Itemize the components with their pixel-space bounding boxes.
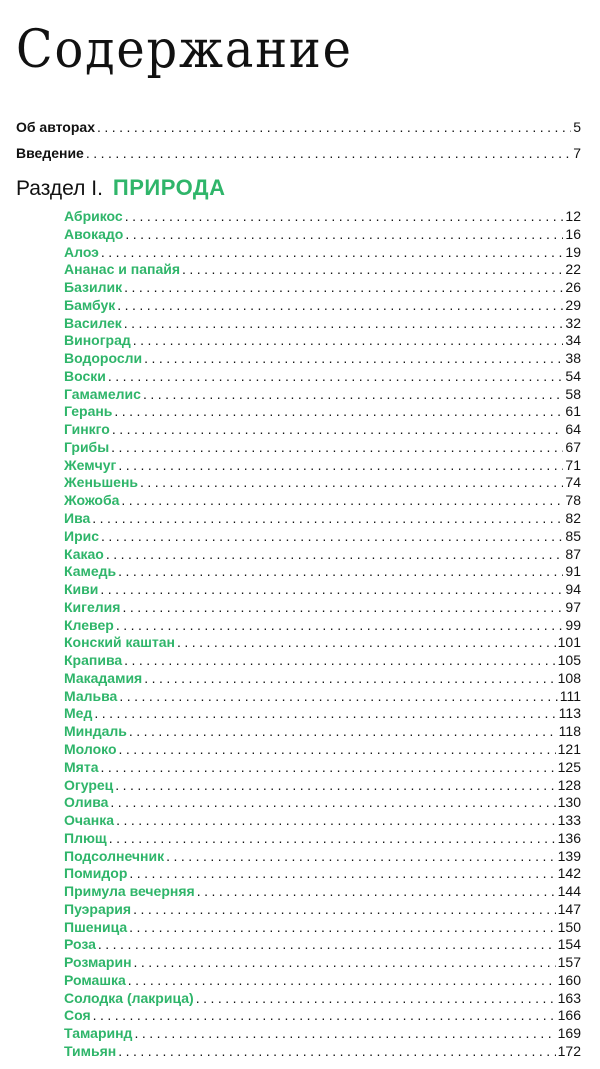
dot-leader	[133, 332, 564, 350]
toc-entry-label: Крапива	[64, 652, 123, 669]
toc-entry-label: Пуэрария	[64, 900, 132, 917]
toc-entry-label: Введение	[16, 145, 84, 161]
dot-leader	[197, 883, 556, 901]
toc-entry-page: 113	[558, 705, 581, 722]
dot-leader	[110, 794, 555, 812]
toc-entry[interactable]	[64, 936, 581, 954]
toc-entry-page: 154	[557, 936, 581, 953]
toc-entry[interactable]	[64, 865, 581, 883]
toc-entry-label: Розмарин	[64, 954, 132, 971]
toc-entry-page: 32	[565, 314, 581, 331]
dot-leader	[112, 421, 564, 439]
toc-entry-page: 163	[557, 989, 581, 1006]
dot-leader	[144, 670, 555, 688]
toc-entry[interactable]	[64, 794, 581, 812]
toc-entry-label: Женьшень	[64, 474, 139, 491]
toc-entry-page: 128	[557, 776, 581, 793]
toc-entry-label: Примула вечерняя	[64, 883, 195, 900]
toc-entry-page: 136	[557, 829, 581, 846]
toc-entry-page: 118	[558, 723, 581, 740]
toc-entry[interactable]	[64, 1025, 581, 1043]
toc-entry-page: 85	[565, 527, 581, 544]
toc-entry-page: 172	[557, 1042, 581, 1059]
toc-entry-label: Миндаль	[64, 723, 127, 740]
toc-entry[interactable]	[64, 1007, 581, 1025]
dot-leader	[92, 510, 563, 528]
toc-entry-label: Какао	[64, 545, 104, 562]
dot-leader	[177, 634, 556, 652]
toc-entry-page: 26	[565, 279, 581, 296]
dot-leader	[101, 528, 563, 546]
toc-entry-label: Пшеница	[64, 918, 128, 935]
toc-entry-page: 7	[573, 145, 581, 161]
toc-entry-label: Ирис	[64, 527, 100, 544]
dot-leader	[166, 848, 556, 866]
toc-entry-page: 22	[565, 261, 581, 278]
toc-entry-page: 147	[557, 900, 581, 917]
dot-leader	[129, 919, 555, 937]
toc-entry-label: Конский каштан	[64, 634, 176, 651]
toc-entry-label: Тамаринд	[64, 1025, 133, 1042]
toc-entry[interactable]	[64, 546, 581, 564]
toc-entry[interactable]	[64, 208, 581, 226]
toc-entry-label: Гинкго	[64, 421, 110, 438]
toc-entry[interactable]	[64, 421, 581, 439]
toc-entry[interactable]	[64, 439, 581, 457]
toc-entry[interactable]	[64, 350, 581, 368]
toc-entry-page: 133	[557, 812, 581, 829]
toc-entry-page: 101	[557, 634, 581, 651]
toc-entry-page: 142	[557, 865, 581, 882]
toc-entry-page: 169	[557, 1025, 581, 1042]
toc-entry-label: Ива	[64, 510, 91, 527]
dot-leader	[117, 297, 563, 315]
dot-leader	[98, 936, 556, 954]
toc-entry-label: Очанка	[64, 812, 115, 829]
toc-entry[interactable]	[64, 581, 581, 599]
dot-leader	[128, 972, 556, 990]
intro-toc	[16, 119, 581, 171]
dot-leader	[119, 741, 556, 759]
dot-leader	[143, 386, 563, 404]
toc-entry[interactable]	[64, 954, 581, 972]
dot-leader	[97, 119, 571, 135]
toc-entry-page: 160	[557, 971, 581, 988]
toc-entry-about-authors[interactable]	[16, 119, 581, 145]
toc-entry[interactable]	[64, 972, 581, 990]
dot-leader	[121, 492, 563, 510]
dot-leader	[129, 723, 557, 741]
section-name: ПРИРОДА	[112, 175, 226, 200]
toc-entry-label: Кигелия	[64, 598, 121, 615]
toc-entry-page: 61	[565, 403, 581, 420]
dot-leader	[118, 1043, 555, 1061]
toc-entry-label: Базилик	[64, 279, 123, 296]
dot-leader	[125, 226, 563, 244]
toc-entry[interactable]	[64, 759, 581, 777]
toc-entry[interactable]	[64, 279, 581, 297]
toc-entry-label: Соя	[64, 1007, 91, 1024]
toc-entry[interactable]	[64, 510, 581, 528]
toc-entry[interactable]	[64, 386, 581, 404]
toc-entry-label: Жожоба	[64, 492, 120, 509]
toc-entry[interactable]	[64, 812, 581, 830]
toc-entry-label: Олива	[64, 794, 109, 811]
toc-entry-label: Герань	[64, 403, 113, 420]
toc-entry-page: 157	[557, 954, 581, 971]
toc-entry-label: Мед	[64, 705, 93, 722]
toc-entry-label: Макадамия	[64, 669, 143, 686]
toc-entry-label: Мята	[64, 758, 99, 775]
toc-entry[interactable]	[64, 244, 581, 262]
toc-entry-page: 54	[565, 367, 581, 384]
section-number: Раздел I.	[16, 177, 103, 200]
dot-leader	[116, 812, 556, 830]
toc-entry-label: Об авторах	[16, 119, 95, 135]
toc-entry-label: Алоэ	[64, 243, 99, 260]
toc-entry-page: 38	[565, 350, 581, 367]
toc-entry-label: Подсолнечник	[64, 847, 165, 864]
toc-entry[interactable]	[64, 617, 581, 635]
toc-entry[interactable]	[64, 599, 581, 617]
toc-entry-page: 97	[565, 598, 581, 615]
toc-entry[interactable]	[64, 528, 581, 546]
toc-entry-page: 29	[565, 296, 581, 313]
toc-entry-page: 121	[557, 740, 581, 757]
toc-entry[interactable]	[64, 741, 581, 759]
toc-entry-page: 144	[557, 883, 581, 900]
section-heading	[16, 175, 226, 201]
toc-entry-page: 108	[557, 669, 581, 686]
toc-entry-label: Мальва	[64, 687, 118, 704]
toc-entry-page: 91	[565, 563, 581, 580]
dot-leader	[196, 990, 556, 1008]
toc-entry[interactable]	[64, 403, 581, 421]
toc-entry-label: Киви	[64, 581, 99, 598]
toc-entry[interactable]	[64, 1043, 581, 1061]
toc-entry-page: 12	[565, 208, 581, 224]
dot-leader	[100, 759, 555, 777]
toc-entry[interactable]	[64, 670, 581, 688]
toc-entry-page: 87	[565, 545, 581, 562]
dot-leader	[129, 865, 555, 883]
toc-entry-label: Водоросли	[64, 350, 143, 367]
toc-entry[interactable]	[64, 777, 581, 795]
toc-entry-label: Роза	[64, 936, 96, 953]
toc-entry[interactable]	[64, 492, 581, 510]
toc-entry[interactable]	[64, 848, 581, 866]
toc-entry-introduction[interactable]	[16, 145, 581, 171]
toc-entry-page: 71	[565, 456, 581, 473]
toc-entry-label: Огурец	[64, 776, 114, 793]
toc-entry-page: 82	[565, 510, 581, 527]
toc-entry-label: Бамбук	[64, 296, 116, 313]
dot-leader	[114, 403, 563, 421]
dot-leader	[122, 599, 563, 617]
toc-entry-page: 94	[565, 581, 581, 598]
toc-entry[interactable]	[64, 883, 581, 901]
toc-entry-label: Плющ	[64, 829, 107, 846]
dot-leader	[119, 688, 557, 706]
toc-entry[interactable]	[64, 634, 581, 652]
toc-entry-label: Солодка (лакрица)	[64, 989, 194, 1006]
toc-entry-page: 19	[565, 243, 581, 260]
toc-entry-label: Виноград	[64, 332, 131, 349]
toc-entry[interactable]	[64, 723, 581, 741]
toc-entry[interactable]	[64, 261, 581, 279]
dot-leader	[140, 474, 563, 492]
dot-leader	[101, 244, 564, 262]
dot-leader	[115, 777, 555, 795]
dot-leader	[106, 546, 564, 564]
dot-leader	[118, 457, 563, 475]
toc-entry-page: 34	[565, 332, 581, 349]
toc-entry[interactable]	[64, 705, 581, 723]
toc-entry-label: Молоко	[64, 740, 117, 757]
toc-entry-page: 150	[557, 918, 581, 935]
toc-entry-page: 16	[565, 225, 581, 242]
toc-entry-page: 166	[557, 1007, 581, 1024]
toc-entry[interactable]	[64, 830, 581, 848]
toc-entry-label: Ананас и папайя	[64, 261, 181, 278]
toc-entry-label: Гамамелис	[64, 385, 141, 402]
toc-entry[interactable]	[64, 457, 581, 475]
dot-leader	[118, 563, 563, 581]
dot-leader	[109, 830, 556, 848]
dot-leader	[93, 1007, 556, 1025]
toc-entry[interactable]	[64, 368, 581, 386]
toc-entry-page: 67	[565, 438, 581, 455]
toc-entry[interactable]	[64, 688, 581, 706]
toc-entry-label: Василек	[64, 314, 122, 331]
toc-entry[interactable]	[64, 919, 581, 937]
toc-entry-label: Тимьян	[64, 1042, 117, 1059]
toc-entry-page: 58	[565, 385, 581, 402]
dot-leader	[100, 581, 563, 599]
dot-leader	[111, 439, 563, 457]
dot-leader	[124, 279, 563, 297]
toc-entry-page: 105	[557, 652, 581, 669]
dot-leader	[86, 145, 571, 161]
page-title: Содержание	[16, 20, 353, 80]
toc-entry-page: 139	[557, 847, 581, 864]
toc-entry[interactable]	[64, 652, 581, 670]
dot-leader	[182, 261, 563, 279]
toc-entry[interactable]	[64, 315, 581, 333]
toc-entry[interactable]	[64, 901, 581, 919]
toc-entry-label: Грибы	[64, 438, 110, 455]
dot-leader	[144, 350, 563, 368]
section-entries-list	[64, 208, 581, 1061]
toc-entry[interactable]	[64, 332, 581, 350]
toc-entry[interactable]	[64, 990, 581, 1008]
dot-leader	[133, 901, 556, 919]
toc-entry-label: Жемчуг	[64, 456, 117, 473]
toc-entry-page: 78	[565, 492, 581, 509]
toc-entry-label: Клевер	[64, 616, 114, 633]
toc-entry-label: Воски	[64, 367, 106, 384]
toc-entry-page: 74	[565, 474, 581, 491]
toc-entry-label: Авокадо	[64, 225, 124, 242]
dot-leader	[134, 954, 556, 972]
toc-entry-label: Помидор	[64, 865, 128, 882]
dot-leader	[124, 652, 555, 670]
toc-entry-page: 5	[573, 119, 581, 135]
dot-leader	[125, 208, 564, 226]
toc-entry[interactable]	[64, 563, 581, 581]
toc-entry[interactable]	[64, 226, 581, 244]
toc-entry-page: 64	[565, 421, 581, 438]
dot-leader	[108, 368, 564, 386]
toc-entry-page: 130	[557, 794, 581, 811]
toc-entry[interactable]	[64, 297, 581, 315]
toc-entry-label: Камедь	[64, 563, 117, 580]
toc-entry-page: 99	[565, 616, 581, 633]
toc-entry[interactable]	[64, 474, 581, 492]
toc-entry-page: 111	[559, 687, 581, 704]
dot-leader	[134, 1025, 555, 1043]
dot-leader	[116, 617, 564, 635]
toc-entry-label: Ромашка	[64, 971, 126, 988]
toc-entry-label: Абрикос	[64, 208, 123, 224]
dot-leader	[94, 705, 556, 723]
dot-leader	[124, 315, 564, 333]
toc-entry-page: 125	[557, 758, 581, 775]
